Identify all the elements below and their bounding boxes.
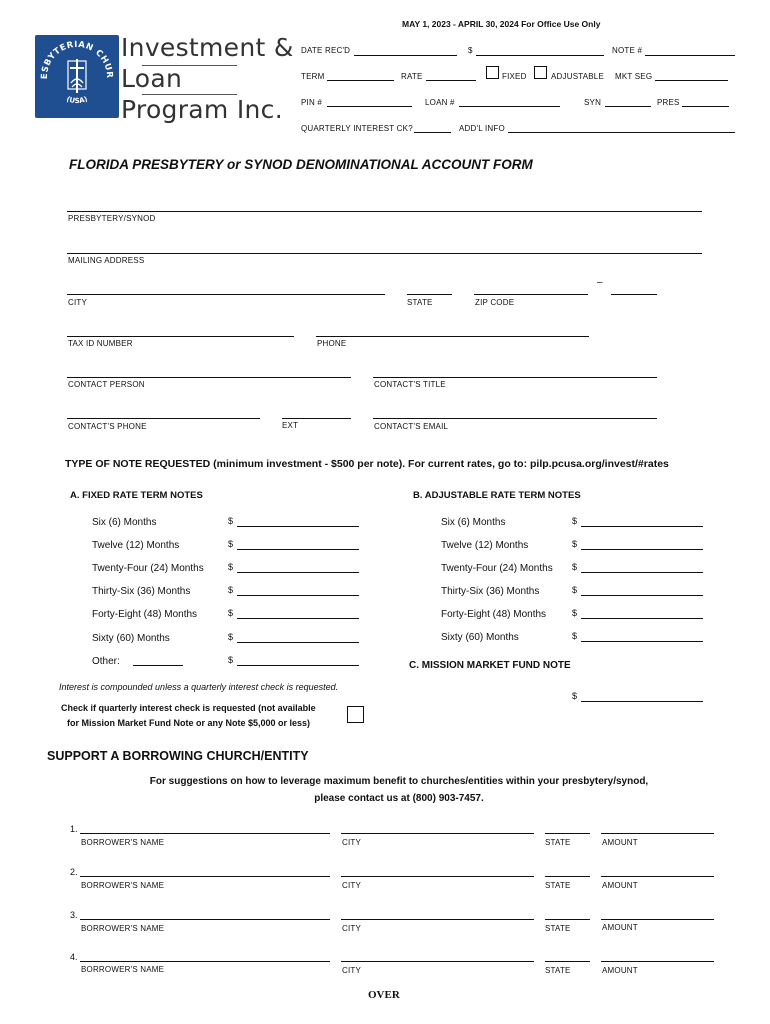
fixed-term-amount-input[interactable] [237, 526, 359, 527]
mkt-seg-input[interactable] [655, 80, 728, 81]
borrower-name-label: BORROWER'S NAME [81, 924, 165, 933]
ext-input[interactable] [282, 418, 351, 419]
fixed-term-dollar: $ [228, 608, 234, 618]
borrower-amount-label: AMOUNT [602, 881, 638, 890]
office-use-period: MAY 1, 2023 - APRIL 30, 2024 For Office Use Only [402, 19, 601, 29]
borrower-state-label: STATE [545, 924, 571, 933]
borrower-name-input[interactable] [80, 833, 330, 834]
borrower-state-label: STATE [545, 881, 571, 890]
interest-compounded-note: Interest is compounded unless a quarterly interest check is requested. [59, 682, 339, 692]
rate-label: RATE [401, 72, 423, 81]
fixed-term-label: Forty-Eight (48) Months [92, 609, 198, 620]
borrower-name-label: BORROWER'S NAME [81, 965, 165, 974]
loan-input[interactable] [459, 106, 560, 107]
adjustable-term-amount-input[interactable] [581, 549, 703, 550]
syn-label: SYN [584, 98, 602, 107]
borrower-name-input[interactable] [80, 919, 330, 920]
borrower-city-label: CITY [342, 838, 362, 847]
zip-dash: – [597, 277, 603, 288]
adjustable-term-dollar: $ [572, 516, 578, 526]
contact-title-input[interactable] [373, 377, 657, 378]
adjustable-term-label: Thirty-Six (36) Months [441, 586, 540, 597]
support-heading: SUPPORT A BORROWING CHURCH/ENTITY [47, 749, 309, 763]
borrower-city-input[interactable] [341, 919, 534, 920]
borrower-city-input[interactable] [341, 876, 534, 877]
fixed-term-dollar: $ [228, 539, 234, 549]
adjustable-term-amount-input[interactable] [581, 641, 703, 642]
adjustable-term-dollar: $ [572, 539, 578, 549]
logo-line-1: Investment & [121, 33, 294, 62]
fixed-term-dollar: $ [228, 562, 234, 572]
fixed-term-label: Thirty-Six (36) Months [92, 586, 191, 597]
borrower-state-input[interactable] [545, 876, 590, 877]
quarterly-interest-checkbox[interactable] [347, 706, 364, 723]
date-recd-label: DATE REC'D [301, 46, 351, 55]
over-footer: OVER [368, 989, 400, 1001]
borrower-name-input[interactable] [80, 961, 330, 962]
borrower-row-number: 1. [70, 824, 78, 834]
rate-input[interactable] [426, 80, 476, 81]
fixed-checkbox[interactable] [486, 66, 499, 79]
contact-phone-input[interactable] [67, 418, 260, 419]
tax-id-label: TAX ID NUMBER [68, 339, 133, 348]
contact-person-label: CONTACT PERSON [68, 380, 145, 389]
logo-divider [142, 94, 237, 95]
phone-input[interactable] [316, 336, 589, 337]
contact-phone-label: CONTACT'S PHONE [68, 422, 147, 431]
fixed-term-label: Sixty (60) Months [92, 633, 170, 644]
fixed-term-label: Twelve (12) Months [92, 540, 180, 551]
city-label: CITY [68, 298, 88, 307]
fixed-term-dollar: $ [228, 585, 234, 595]
pres-label: PRES [657, 98, 680, 107]
addl-info-input[interactable] [508, 132, 735, 133]
fixed-term-label: Six (6) Months [92, 517, 157, 528]
amount-dollar-label: $ [468, 46, 473, 55]
note-type-heading: TYPE OF NOTE REQUESTED (minimum investment - $500 per note). For current rates, go to: pilp.pcusa.org/invest/#rates [65, 458, 669, 470]
adjustable-term-label: Six (6) Months [441, 517, 506, 528]
borrower-state-input[interactable] [545, 961, 590, 962]
zip-input[interactable] [474, 294, 588, 295]
quarterly-ck-input[interactable] [414, 132, 451, 133]
pin-input[interactable] [327, 106, 412, 107]
borrower-name-label: BORROWER'S NAME [81, 881, 165, 890]
borrower-state-input[interactable] [545, 919, 590, 920]
presbytery-label: PRESBYTERY/SYNOD [68, 214, 156, 223]
borrower-amount-label: AMOUNT [602, 966, 638, 975]
borrower-city-input[interactable] [341, 961, 534, 962]
amount-input[interactable] [476, 55, 604, 56]
adjustable-label: ADJUSTABLE [551, 72, 604, 81]
presbytery-input[interactable] [67, 211, 702, 212]
fixed-term-other-input[interactable] [133, 665, 183, 666]
fixed-term-amount-input[interactable] [237, 549, 359, 550]
quarterly-check-text-2: for Mission Market Fund Note or any Note $5,000 or less) [67, 718, 311, 728]
borrower-state-input[interactable] [545, 833, 590, 834]
fixed-label: FIXED [502, 72, 527, 81]
state-input[interactable] [407, 294, 452, 295]
fixed-rate-title: A. FIXED RATE TERM NOTES [70, 490, 203, 501]
adjustable-rate-title: B. ADJUSTABLE RATE TERM NOTES [413, 490, 581, 501]
adjustable-term-label: Twenty-Four (24) Months [441, 563, 553, 574]
mission-market-title: C. MISSION MARKET FUND NOTE [409, 660, 571, 671]
logo-line-3: Program Inc. [121, 95, 283, 124]
adjustable-term-amount-input[interactable] [581, 595, 703, 596]
borrower-state-label: STATE [545, 966, 571, 975]
mission-market-dollar: $ [572, 691, 578, 701]
tax-id-input[interactable] [67, 336, 294, 337]
fixed-term-amount-input[interactable] [237, 595, 359, 596]
fixed-term-dollar: $ [228, 516, 234, 526]
church-seal-logo [35, 35, 119, 118]
contact-email-label: CONTACT'S EMAIL [374, 422, 449, 431]
svg-text:PRESBYTERIAN CHURCH: ESBYTERIAN CHUR [39, 39, 115, 80]
adjustable-term-dollar: $ [572, 562, 578, 572]
fixed-term-dollar: $ [228, 655, 234, 665]
borrower-amount-input[interactable] [601, 876, 714, 877]
support-line-2: please contact us at (800) 903-7457. [314, 793, 484, 804]
date-recd-input[interactable] [354, 55, 457, 56]
pres-input[interactable] [682, 106, 729, 107]
state-label: STATE [407, 298, 433, 307]
fixed-term-dollar: $ [228, 632, 234, 642]
note-number-label: NOTE # [612, 46, 643, 55]
borrower-row-number: 3. [70, 910, 78, 920]
mailing-address-input[interactable] [67, 253, 702, 254]
adjustable-term-dollar: $ [572, 585, 578, 595]
note-number-input[interactable] [645, 55, 735, 56]
loan-label: LOAN # [425, 98, 455, 107]
city-input[interactable] [67, 294, 385, 295]
quarterly-check-text-1: Check if quarterly interest check is requested (not available [61, 703, 316, 713]
adjustable-term-dollar: $ [572, 631, 578, 641]
term-input[interactable] [327, 80, 394, 81]
fixed-term-other-label: Other: [92, 656, 120, 667]
borrower-amount-label: AMOUNT [602, 923, 638, 932]
borrower-amount-input[interactable] [601, 961, 714, 962]
logo-line-2: Loan [121, 64, 183, 93]
fixed-term-amount-input[interactable] [237, 618, 359, 619]
contact-email-input[interactable] [373, 418, 657, 419]
mission-market-amount-input[interactable] [581, 701, 703, 702]
pin-label: PIN # [301, 98, 323, 107]
borrower-state-label: STATE [545, 838, 571, 847]
adjustable-term-amount-input[interactable] [581, 526, 703, 527]
term-label: TERM [301, 72, 325, 81]
adjustable-term-amount-input[interactable] [581, 572, 703, 573]
fixed-term-label: Twenty-Four (24) Months [92, 563, 204, 574]
phone-label: PHONE [317, 339, 347, 348]
support-line-1: For suggestions on how to leverage maximum benefit to churches/entities within your presbytery/synod, [149, 776, 649, 787]
borrower-amount-input[interactable] [601, 919, 714, 920]
quarterly-ck-label: QUARTERLY INTEREST CK? [301, 124, 413, 133]
borrower-amount-label: AMOUNT [602, 838, 638, 847]
program-logo-wordmark [121, 32, 294, 125]
borrower-city-label: CITY [342, 881, 362, 890]
contact-person-input[interactable] [67, 377, 351, 378]
adjustable-checkbox[interactable] [534, 66, 547, 79]
zip-label: ZIP CODE [475, 298, 515, 307]
borrower-row-number: 2. [70, 867, 78, 877]
adjustable-term-amount-input[interactable] [581, 618, 703, 619]
ext-label: EXT [282, 421, 299, 430]
mailing-address-label: MAILING ADDRESS [68, 256, 145, 265]
borrower-amount-input[interactable] [601, 833, 714, 834]
mkt-seg-label: MKT SEG [615, 72, 653, 81]
syn-input[interactable] [605, 106, 651, 107]
zip-extension-input[interactable] [611, 294, 657, 295]
seal-icon [35, 35, 119, 118]
borrower-row-number: 4. [70, 952, 78, 962]
borrower-name-input[interactable] [80, 876, 330, 877]
borrower-city-label: CITY [342, 966, 362, 975]
adjustable-term-label: Twelve (12) Months [441, 540, 529, 551]
contact-title-label: CONTACT'S TITLE [374, 380, 446, 389]
borrower-name-label: BORROWER'S NAME [81, 838, 165, 847]
addl-info-label: ADD'L INFO [459, 124, 505, 133]
adjustable-term-label: Sixty (60) Months [441, 632, 519, 643]
fixed-term-amount-input[interactable] [237, 665, 359, 666]
logo-divider [142, 65, 237, 66]
borrower-city-input[interactable] [341, 833, 534, 834]
svg-text:(USA): (USA) [65, 95, 89, 106]
fixed-term-amount-input[interactable] [237, 642, 359, 643]
adjustable-term-label: Forty-Eight (48) Months [441, 609, 547, 620]
form-title: FLORIDA PRESBYTERY or SYNOD DENOMINATIONAL ACCOUNT FORM [69, 157, 533, 172]
fixed-term-amount-input[interactable] [237, 572, 359, 573]
borrower-city-label: CITY [342, 924, 362, 933]
adjustable-term-dollar: $ [572, 608, 578, 618]
